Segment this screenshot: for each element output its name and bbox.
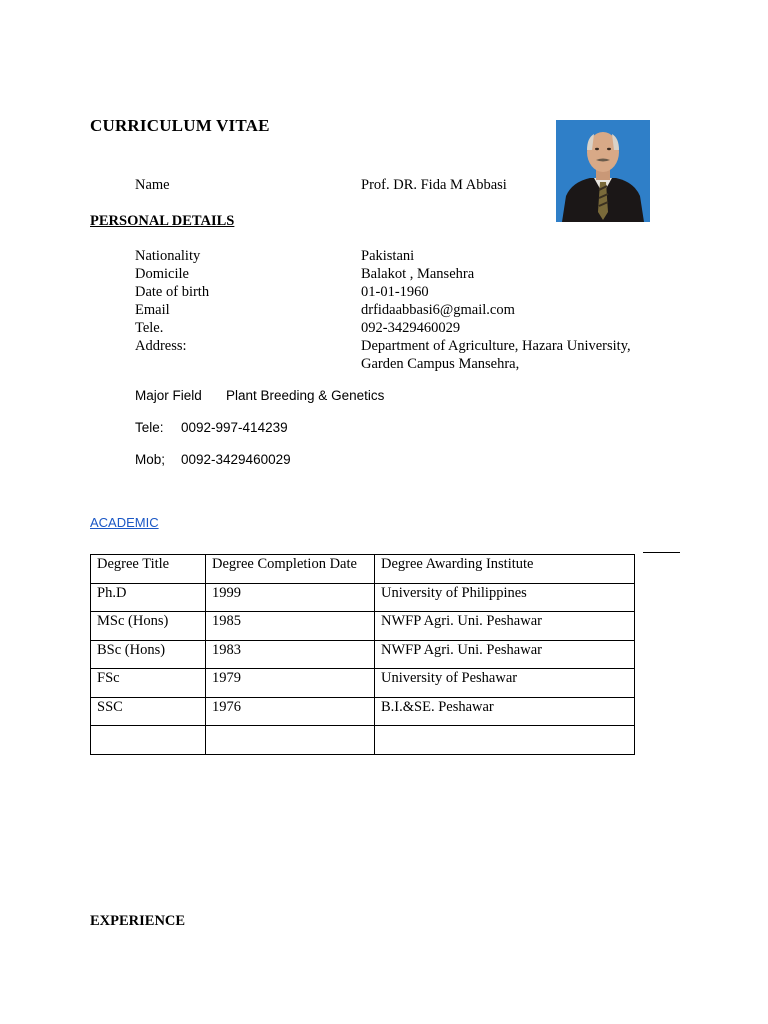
experience-heading: EXPERIENCE — [90, 913, 186, 929]
table-cell: 1985 — [206, 612, 375, 641]
table-cell: MSc (Hons) — [91, 612, 206, 641]
personal-details-heading: PERSONAL DETAILS — [90, 213, 235, 229]
tele-value: 092-3429460029 — [361, 320, 461, 336]
profile-photo — [556, 120, 650, 222]
header-awarding-institute: Degree Awarding Institute — [375, 555, 635, 584]
table-cell: NWFP Agri. Uni. Peshawar — [375, 612, 635, 641]
nationality-label: Nationality — [135, 248, 201, 264]
table-cell: University of Philippines — [375, 583, 635, 612]
table-cell — [375, 726, 635, 755]
table-cell — [206, 726, 375, 755]
table-cell: University of Peshawar — [375, 669, 635, 698]
table-cell: 1999 — [206, 583, 375, 612]
address-label: Address: — [135, 338, 187, 354]
tele-contact-value: 0092-997-414239 — [181, 420, 288, 435]
table-cell — [91, 726, 206, 755]
table-row — [91, 726, 635, 755]
major-field-label: Major Field — [135, 388, 202, 403]
table-cell: 1983 — [206, 640, 375, 669]
table-cell: FSc — [91, 669, 206, 698]
address-value: Department of Agriculture, Hazara University, — [361, 338, 631, 354]
portrait-photo-icon — [556, 120, 650, 222]
email-label: Email — [135, 302, 170, 318]
name-value: Prof. DR. Fida M Abbasi — [361, 177, 507, 193]
table-cell: NWFP Agri. Uni. Peshawar — [375, 640, 635, 669]
table-row — [91, 612, 635, 641]
dob-label: Date of birth — [135, 284, 210, 300]
table-row — [91, 669, 635, 698]
name-label: Name — [135, 177, 170, 193]
major-field-value: Plant Breeding & Genetics — [226, 388, 385, 403]
table-cell: Ph.D — [91, 583, 206, 612]
nationality-value: Pakistani — [361, 248, 415, 264]
table-cell: SSC — [91, 697, 206, 726]
table-cell: BSc (Hons) — [91, 640, 206, 669]
table-row — [91, 583, 635, 612]
tele-contact-label: Tele: — [135, 420, 164, 435]
divider-line — [643, 552, 680, 553]
table-cell: B.I.&SE. Peshawar — [375, 697, 635, 726]
tele-label: Tele. — [135, 320, 164, 336]
mob-label: Mob; — [135, 452, 166, 467]
mob-value: 0092-3429460029 — [181, 452, 291, 467]
table-row — [91, 697, 635, 726]
table-header-row — [91, 555, 635, 584]
email-value: drfidaabbasi6@gmail.com — [361, 302, 515, 318]
table-cell: 1979 — [206, 669, 375, 698]
academic-heading: ACADEMIC — [90, 515, 159, 530]
header-degree-title: Degree Title — [91, 555, 206, 584]
table-cell: 1976 — [206, 697, 375, 726]
domicile-value: Balakot , Mansehra — [361, 266, 475, 282]
table-row — [91, 640, 635, 669]
domicile-label: Domicile — [135, 266, 189, 282]
document-title: CURRICULUM VITAE — [90, 116, 270, 135]
address-line2: Garden Campus Mansehra, — [361, 356, 520, 372]
academic-table — [90, 554, 635, 755]
dob-value: 01-01-1960 — [361, 284, 429, 300]
header-completion-date: Degree Completion Date — [206, 555, 375, 584]
